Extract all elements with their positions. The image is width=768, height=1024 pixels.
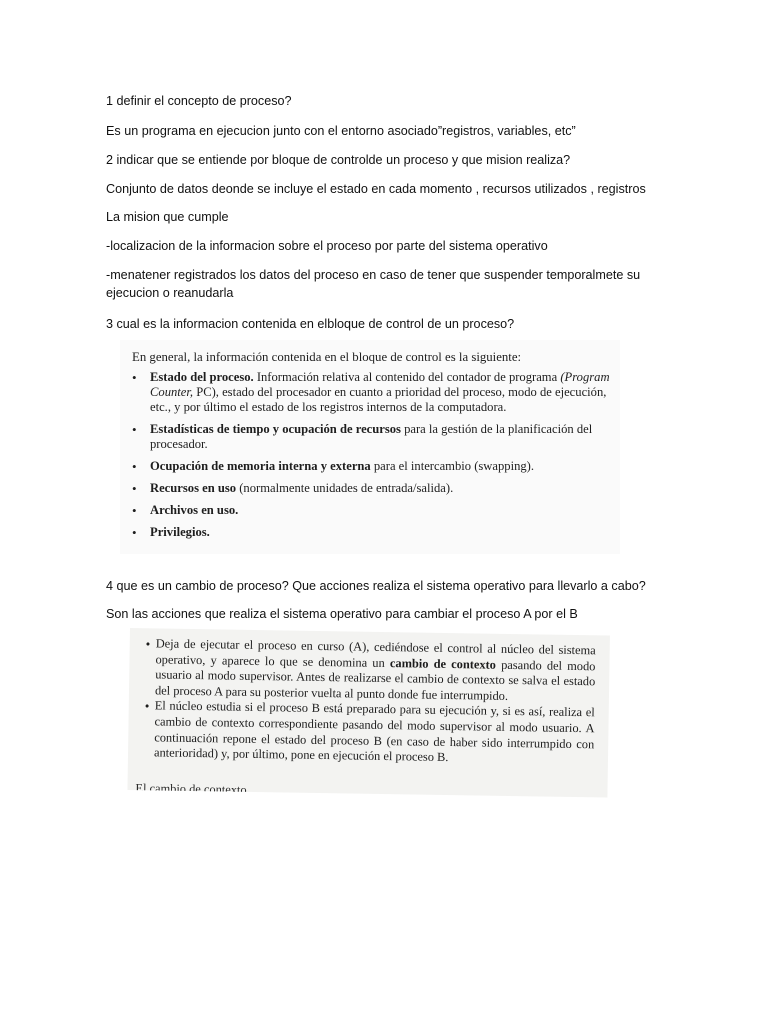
bullet-icon: •	[132, 525, 137, 540]
bullet-icon: •	[144, 698, 150, 714]
question-3: 3 cual es la informacion contenida en elbloque de control de un proceso?	[106, 317, 515, 331]
bullet-icon: •	[132, 481, 137, 496]
mission-label: La mision que cumple	[106, 210, 229, 224]
scan1-item-term: Estado del proceso.	[150, 370, 254, 384]
scan1-item-text: para la gestión de la planificación del procesador.	[150, 422, 593, 451]
scan1-item-term: Recursos en uso	[150, 481, 237, 495]
scan1-item	[130, 370, 610, 415]
scan1-item	[130, 503, 610, 518]
scanned-excerpt-context-switch	[127, 628, 609, 798]
scan1-item	[130, 422, 610, 452]
scan1-item-text: Información relativa al contenido del contador de programa	[253, 370, 561, 384]
scanned-excerpt-control-block	[120, 340, 620, 554]
question-2: 2 indicar que se entiende por bloque de controlde un proceso y que mision realiza?	[106, 153, 571, 167]
scan2-entry-1-bold: cambio de contexto	[389, 655, 497, 672]
scan2-entry-1	[129, 636, 596, 706]
scan1-item	[130, 525, 610, 540]
scan2-entry-1-text: Deja de ejecutar el proceso en curso (A), cediéndose el control al núcleo del sistema operativo, y aparece lo que se denomina un	[155, 636, 596, 670]
scan1-item-text: (normalmente unidades de entrada/salida).	[236, 481, 454, 495]
scan2-entry-2	[128, 698, 595, 768]
bullet-icon: •	[145, 636, 151, 652]
mission-point-1: -localizacion de la informacion sobre el proceso por parte del sistema operativo	[106, 239, 548, 253]
answer-2: Conjunto de datos deonde se incluye el estado en cada momento , recursos utilizados , registros	[106, 182, 646, 196]
scan1-item-italic: (Program Counter,	[150, 370, 610, 399]
question-4: 4 que es un cambio de proceso? Que acciones realiza el sistema operativo para llevarlo a cabo?	[106, 579, 646, 593]
question-1: 1 definir el concepto de proceso?	[106, 94, 292, 108]
scan1-item	[130, 481, 610, 496]
scan1-item-term: Archivos en uso.	[150, 503, 239, 517]
scan1-item	[130, 459, 610, 474]
bullet-icon: •	[132, 422, 137, 437]
scan1-item-term: Estadísticas de tiempo y ocupación de recursos	[150, 422, 401, 436]
scan1-item-term: Ocupación de memoria interna y externa	[150, 459, 371, 473]
mission-point-2: -menatener registrados los datos del proceso en caso de tener que suspender temporalmete su ejecucion o reanudarla	[106, 268, 641, 300]
answer-1: Es un programa en ejecucion junto con el entorno asociado”registros, variables, etc”	[106, 124, 576, 138]
scan1-intro: En general, la información contenida en el bloque de control es la siguiente:	[132, 350, 522, 364]
bullet-icon: •	[132, 503, 137, 518]
scan2-entry-1-text: pasando del modo usuario al modo supervisor. Antes de realizarse el cambio de contexto se salva el estado del proceso A para su posterior vuelta al punto donde fue interrumpido.	[154, 657, 596, 703]
scan2-cut-line: El cambio de contexto	[135, 781, 247, 797]
answer-4: Son las acciones que realiza el sistema operativo para cambiar el proceso A por el B	[106, 607, 578, 621]
scan1-item-text: para el intercambio (swapping).	[370, 459, 535, 473]
bullet-icon: •	[132, 370, 137, 385]
bullet-icon: •	[132, 459, 137, 474]
scan1-list	[130, 370, 610, 547]
scan1-item-text: PC), estado del procesador en cuanto a prioridad del proceso, modo de ejecución, etc., y por último el estado de los registros internos de la computadora.	[150, 385, 607, 414]
scan1-item-term: Privilegios.	[150, 525, 210, 539]
scan2-entry-2-text: El núcleo estudia si el proceso B está preparado para su ejecución y, si es así, realiza el cambio de contexto correspondiente pasando del modo supervisor al modo usuario. A continuación repone el estado del proceso B (en caso de haber sido interrumpido con anterioridad) y, por último, pone en ejecución el proceso B.	[153, 698, 595, 765]
